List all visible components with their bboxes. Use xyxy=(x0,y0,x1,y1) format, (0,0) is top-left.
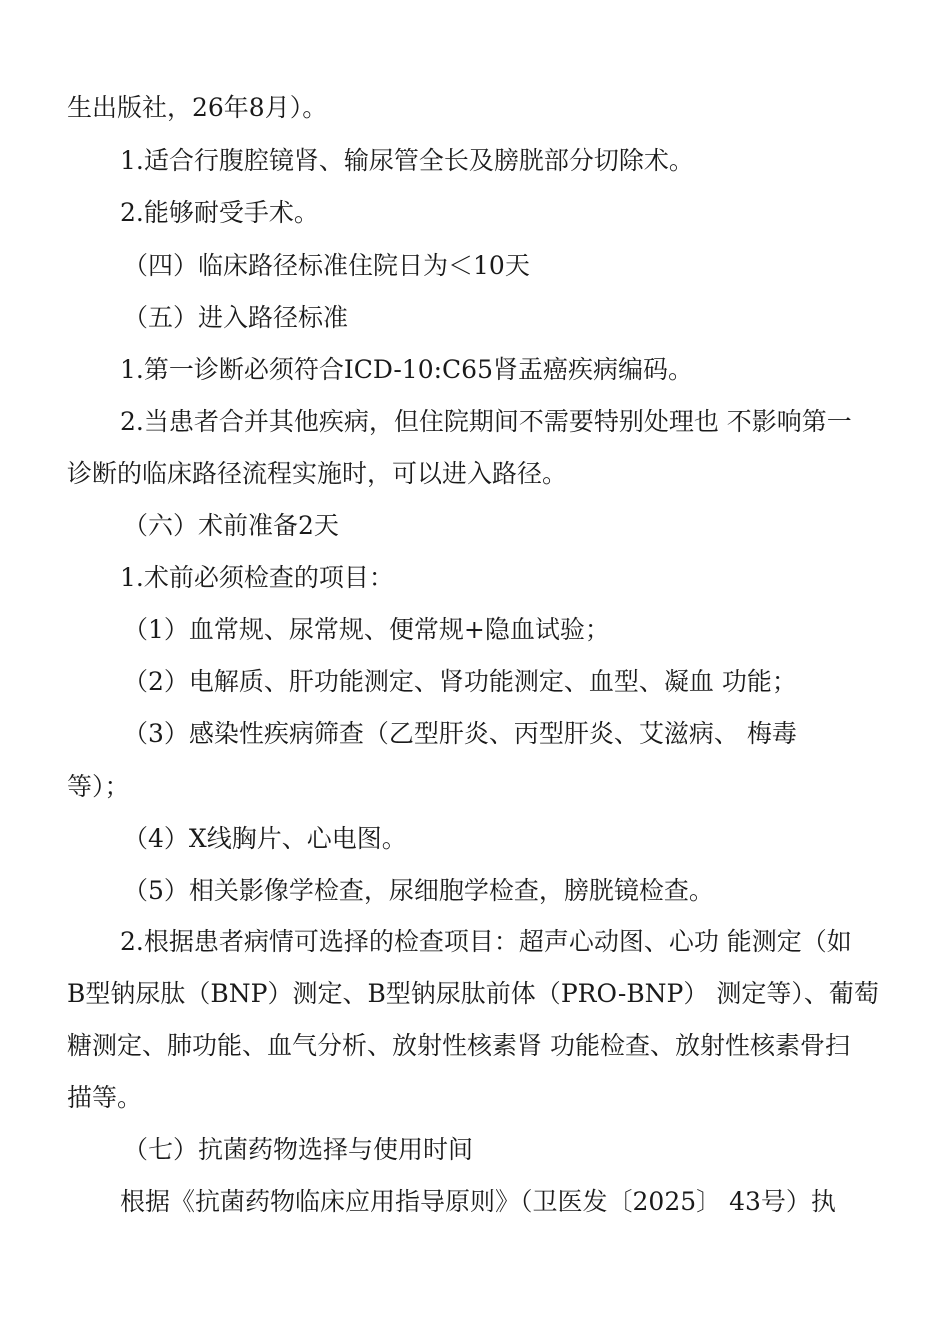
text-line: 等）； xyxy=(67,772,130,801)
text-line: 2.根据患者病情可选择的检查项目：超声心动图、心功 能测定（如 xyxy=(120,927,852,956)
list-item: （1）血常规、尿常规、便常规+隐血试验； xyxy=(123,615,610,644)
text-line: 生出版社，26年8月）。 xyxy=(67,93,328,122)
list-item: （2）电解质、肝功能测定、肾功能测定、血型、凝血 功能； xyxy=(123,667,797,696)
text-line: 糖测定、肺功能、血气分析、放射性核素肾 功能检查、放射性核素骨扫 xyxy=(67,1031,850,1060)
text-line: 2.当患者合并其他疾病，但住院期间不需要特别处理也 不影响第一 xyxy=(120,407,852,436)
list-item: （4）X线胸片、心电图。 xyxy=(123,824,407,853)
text-line: 2.能够耐受手术。 xyxy=(120,198,319,227)
section-heading: （四）临床路径标准住院日为＜10天 xyxy=(123,251,530,280)
list-item: （3）感染性疾病筛查（乙型肝炎、丙型肝炎、艾滋病、 梅毒 xyxy=(123,719,797,748)
list-item: （5）相关影像学检查，尿细胞学检查，膀胱镜检查。 xyxy=(123,876,714,905)
text-line: 1.第一诊断必须符合ICD-10:C65肾盂癌疾病编码。 xyxy=(120,355,693,384)
text-line: 诊断的临床路径流程实施时，可以进入路径。 xyxy=(67,459,568,488)
text-line: B型钠尿肽（BNP）测定、B型钠尿肽前体（PRO-BNP） 测定等）、葡萄 xyxy=(67,979,879,1008)
section-heading: （七）抗菌药物选择与使用时间 xyxy=(123,1135,474,1164)
section-heading: （五）进入路径标准 xyxy=(123,303,349,332)
section-heading: （六）术前准备2天 xyxy=(123,511,339,540)
text-line: 描等。 xyxy=(67,1083,143,1112)
text-line: 根据《抗菌药物临床应用指导原则》（卫医发〔2025〕 43号）执 xyxy=(120,1187,836,1216)
text-line: 1.适合行腹腔镜肾、输尿管全长及膀胱部分切除术。 xyxy=(120,146,694,175)
text-line: 1.术前必须检查的项目： xyxy=(120,563,394,592)
